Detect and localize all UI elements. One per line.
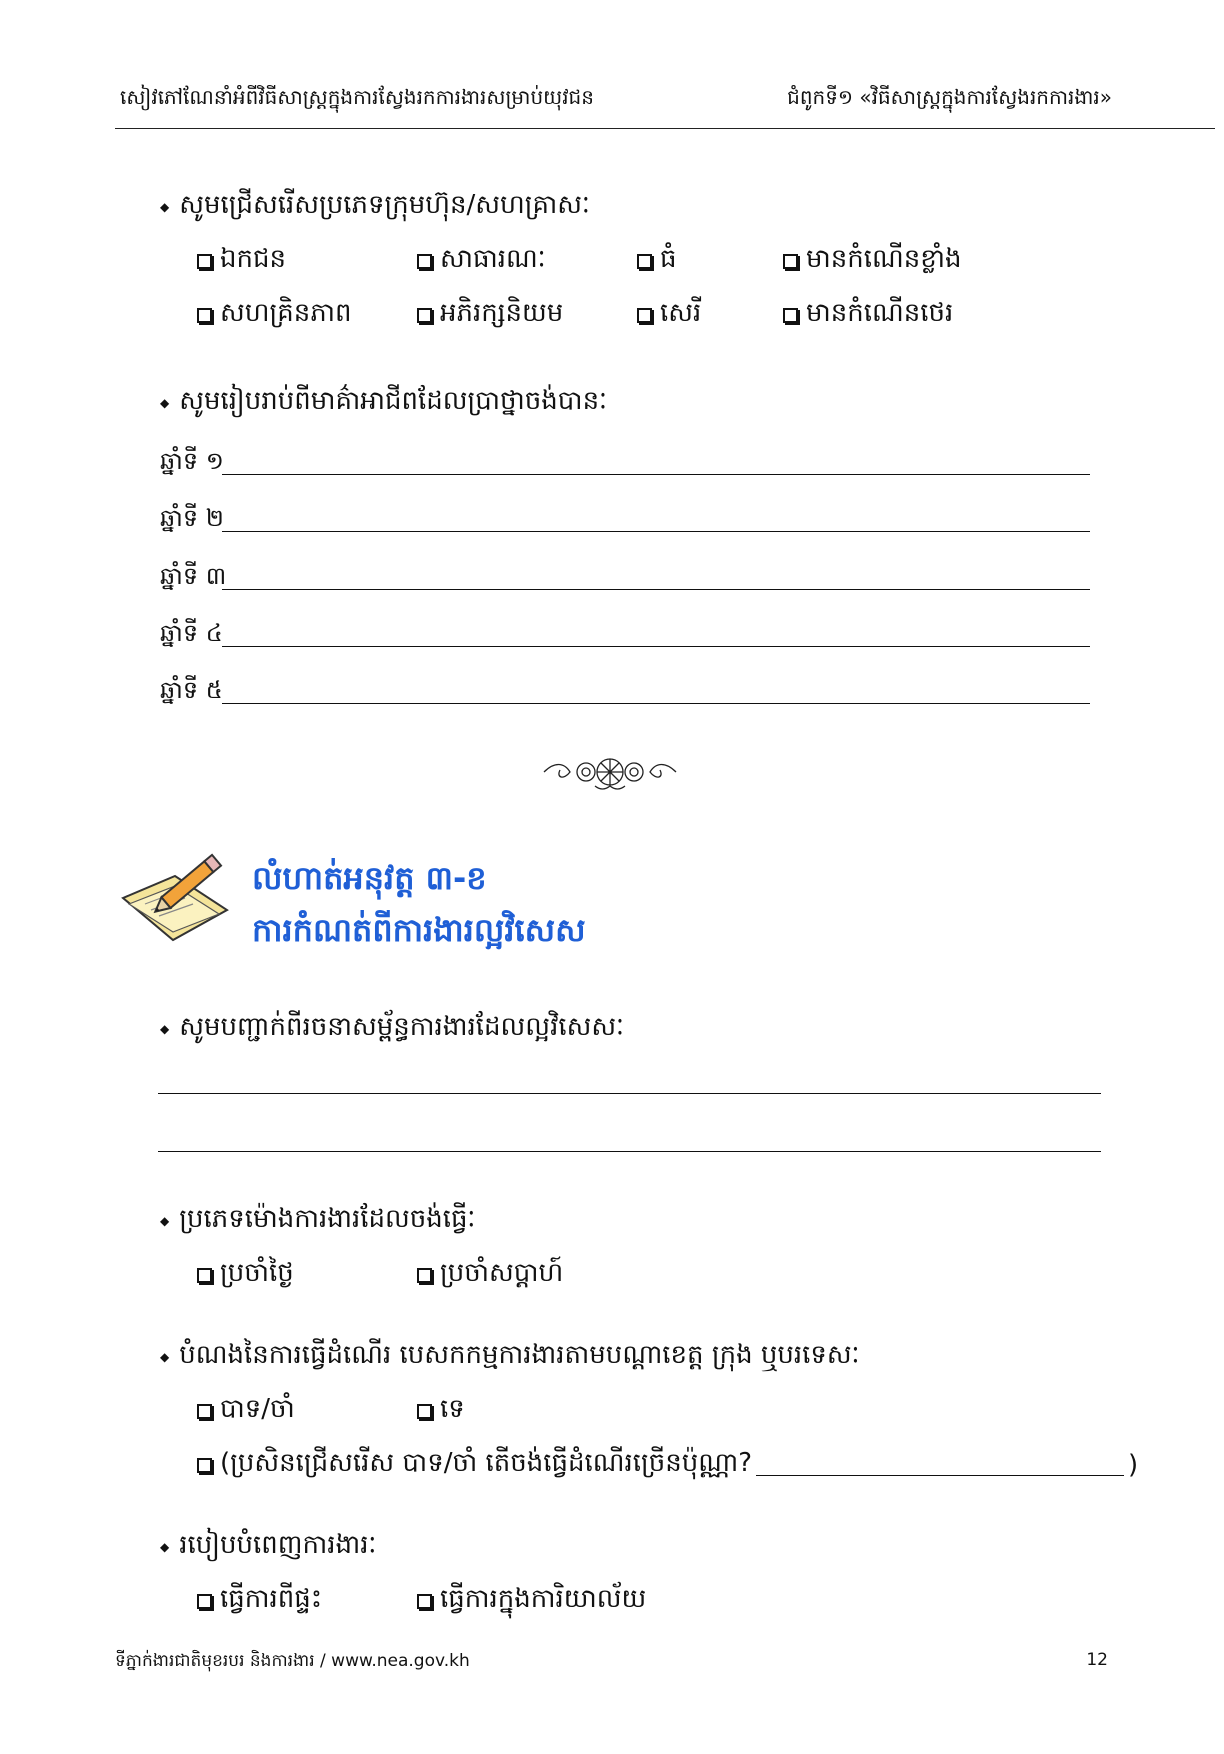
company-option-private[interactable]: ឯកជន: [197, 242, 286, 280]
year-2-row[interactable]: [160, 503, 1090, 538]
work-hours-prompt: [160, 1202, 475, 1240]
pencil-paper-icon: [115, 848, 235, 958]
travel-option-yes[interactable]: បាទ/ចាំ: [197, 1392, 295, 1430]
exercise-title: លំហាត់អនុវត្ត ៣-ខ: [252, 859, 487, 897]
checkbox-icon[interactable]: [637, 254, 652, 269]
work-arrangement-option-office[interactable]: ធ្វើការក្នុងការិយាល័យ: [417, 1582, 646, 1620]
checkbox-icon[interactable]: [197, 308, 212, 323]
company-option-public[interactable]: សាធារណៈ: [417, 242, 546, 280]
work-arrangement-label: របៀបបំពេញការងារៈ: [179, 1530, 377, 1560]
company-option-fast-growth[interactable]: មានកំណើនខ្លាំង: [783, 242, 962, 280]
checkbox-icon[interactable]: [197, 1594, 212, 1609]
checkbox-icon[interactable]: [417, 1404, 432, 1419]
footer-agency: ទីភ្នាក់ងារជាតិមុខរបរ និងការងារ / www.nea.gov.kh: [115, 1651, 470, 1671]
checkbox-icon[interactable]: [783, 308, 798, 323]
year-4-label: ឆ្នាំទី ៤: [160, 619, 223, 647]
checkbox-icon[interactable]: [197, 1404, 212, 1419]
company-option-large[interactable]: ធំ: [637, 242, 677, 280]
year-1-answer-line[interactable]: [222, 473, 1090, 475]
checkbox-icon[interactable]: [417, 1268, 432, 1283]
travel-frequency-question: (ប្រសិនជ្រើសរើស បាទ/ចាំ តើចង់ធ្វើដំណើរច្រើនប៉ុណ្ណា?: [220, 1448, 753, 1478]
work-hours-option-weekly[interactable]: ប្រចាំសប្តាហ៍: [417, 1256, 563, 1294]
ideal-job-prompt: [160, 1010, 624, 1048]
year-4-row[interactable]: [160, 618, 1090, 653]
flourish-ornament-icon: [540, 752, 680, 792]
footer-page-number: 12: [1086, 1650, 1108, 1670]
company-type-prompt: [160, 188, 590, 226]
company-option-steady-growth[interactable]: មានកំណើនថេរ: [783, 296, 953, 334]
ideal-job-answer-line-1[interactable]: [158, 1093, 1101, 1094]
year-3-answer-line[interactable]: [222, 588, 1090, 590]
career-goals-prompt: [160, 384, 607, 422]
header-book-title: សៀវភៅណែនាំអំពីវិធីសាស្ត្រក្នុងការស្វែងរកការងារសម្រាប់យុវជន: [120, 85, 594, 109]
work-arrangement-option-home[interactable]: ធ្វើការពីផ្ទះ: [197, 1582, 322, 1620]
page-header: [0, 0, 1224, 130]
year-5-row[interactable]: [160, 675, 1090, 710]
checkbox-icon[interactable]: [197, 1268, 212, 1283]
company-option-entrepreneurial[interactable]: សហគ្រិនភាព: [197, 296, 352, 334]
career-goals-label: សូមរៀបរាប់ពីមាគ៌ាអាជីពដែលប្រាថ្នាចង់បានៈ: [179, 386, 608, 416]
bullet-diamond-icon: ◆: [160, 200, 170, 214]
travel-option-no[interactable]: ទេ: [417, 1392, 465, 1430]
travel-frequency-option[interactable]: (ប្រសិនជ្រើសរើស បាទ/ចាំ តើចង់ធ្វើដំណើរច្រើនប៉ុណ្ណា? ): [197, 1446, 1138, 1484]
year-3-label: ឆ្នាំទី ៣: [160, 562, 227, 590]
bullet-diamond-icon: ◆: [160, 1022, 170, 1036]
company-type-label: សូមជ្រើសរើសប្រភេទក្រុមហ៊ុន/សហគ្រាសៈ: [179, 190, 590, 220]
work-hours-label: ប្រភេទម៉ោងការងារដែលចង់ធ្វើៈ: [179, 1204, 476, 1234]
travel-label: បំណងនៃការធ្វើដំណើរ បេសកកម្មការងារតាមបណ្តាខេត្ត ក្រុង ឬបរទេសៈ: [179, 1340, 860, 1370]
checkbox-icon[interactable]: [197, 1458, 212, 1473]
year-2-answer-line[interactable]: [222, 530, 1090, 532]
header-divider: [115, 128, 1215, 129]
year-2-label: ឆ្នាំទី ២: [160, 504, 224, 532]
checkbox-icon[interactable]: [197, 254, 212, 269]
bullet-diamond-icon: ◆: [160, 396, 170, 410]
ideal-job-answer-line-2[interactable]: [158, 1151, 1101, 1152]
travel-frequency-answer-line[interactable]: [756, 1454, 1124, 1476]
checkbox-icon[interactable]: [417, 308, 432, 323]
year-4-answer-line[interactable]: [222, 645, 1090, 647]
work-arrangement-prompt: [160, 1528, 376, 1566]
bullet-diamond-icon: ◆: [160, 1214, 170, 1228]
checkbox-icon[interactable]: [637, 308, 652, 323]
checkbox-icon[interactable]: [783, 254, 798, 269]
year-1-label: ឆ្នាំទី ១: [160, 447, 224, 475]
company-option-liberal[interactable]: សេរី: [637, 296, 701, 334]
company-option-conservative[interactable]: អភិរក្សនិយម: [417, 296, 563, 334]
checkbox-icon[interactable]: [417, 254, 432, 269]
header-chapter-title: ជំពូកទី១ «វិធីសាស្ត្រក្នុងការស្វែងរកការងារ»: [787, 85, 1112, 109]
year-5-label: ឆ្នាំទី ៥: [160, 676, 223, 704]
year-3-row[interactable]: [160, 561, 1090, 596]
bullet-diamond-icon: ◆: [160, 1540, 170, 1554]
year-1-row[interactable]: [160, 446, 1090, 481]
travel-prompt: [160, 1338, 860, 1376]
ideal-job-label: សូមបញ្ជាក់ពីរចនាសម្ព័ន្ធការងារដែលល្អវិសេសៈ: [179, 1012, 625, 1042]
year-5-answer-line[interactable]: [222, 702, 1090, 704]
checkbox-icon[interactable]: [417, 1594, 432, 1609]
exercise-subtitle: ការកំណត់ពីការងារល្អវិសេស: [252, 911, 586, 949]
bullet-diamond-icon: ◆: [160, 1350, 170, 1364]
work-hours-option-daily[interactable]: ប្រចាំថ្ងៃ: [197, 1256, 294, 1294]
